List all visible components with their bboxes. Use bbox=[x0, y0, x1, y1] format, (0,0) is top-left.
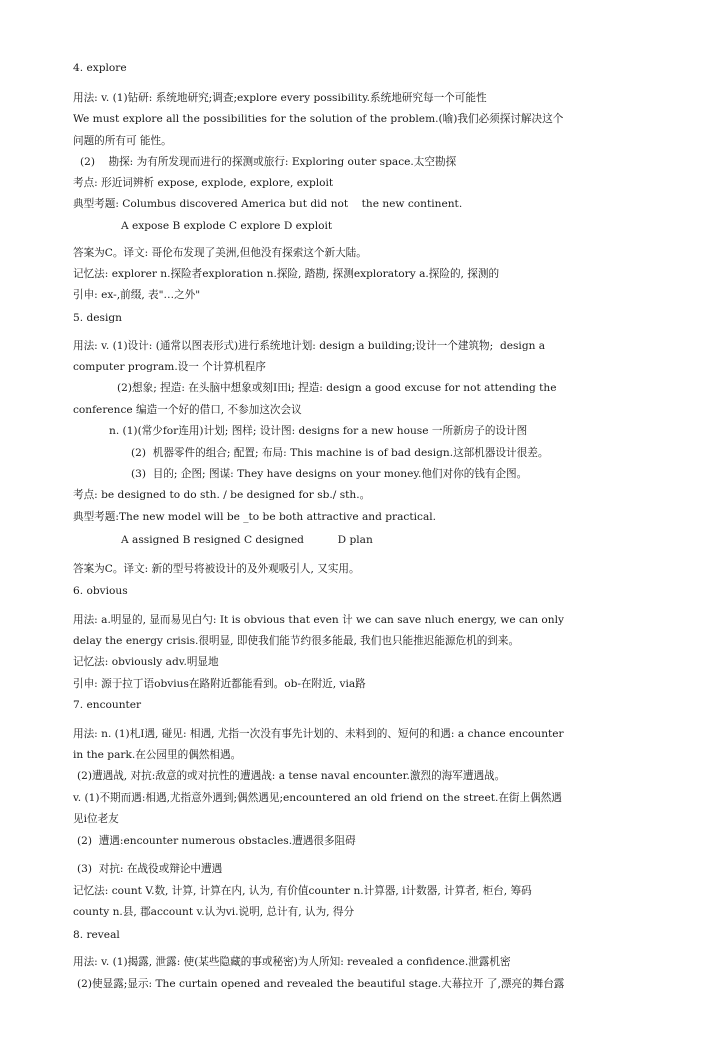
text-line: in the park.在公园里的偶然相遇。 bbox=[73, 749, 242, 761]
answer-options: A assigned B resigned C designed D plan bbox=[121, 534, 373, 546]
text-line: county n.县, 郡account v.认为vi.说明, 总计有, 认为, 得分 bbox=[73, 906, 355, 918]
text-line: 引申: ex-,前缀, 表"…之外" bbox=[73, 289, 201, 301]
text-line: 引申: 源于拉丁语obvius在路附近都能看到。ob-在附近, via路 bbox=[73, 678, 366, 690]
text-line: (2)遭遇战, 对抗:敌意的或对抗性的遭遇战: a tense naval encounter.激烈的海军遭遇战。 bbox=[77, 770, 506, 782]
text-line: 答案为C。译文: 新的型号将被设计的及外观吸引人, 又实用。 bbox=[73, 563, 360, 575]
text-line: 典型考题:The new model will be _to be both attractive and practical. bbox=[73, 511, 437, 523]
heading-explore: 4. explore bbox=[73, 62, 127, 74]
text-line: delay the energy crisis.很明显, 即使我们能节约很多能最, 我们也只能推迟能源危机的到来。 bbox=[73, 635, 520, 647]
text-line: 考点: 形近词辨析 expose, explode, explore, exploit bbox=[73, 177, 334, 189]
text-line: (2) 遭遇:encounter numerous obstacles.遭遇很多阻碍 bbox=[77, 835, 356, 847]
text-line: (2)想象; 捏造: 在头脑中想象或刻I田i; 捏造: design a good excuse for not attending the bbox=[117, 382, 557, 394]
text-line: We must explore all the possibilities for the solution of the problem.(喻)我们必须探讨解决这个 bbox=[73, 113, 564, 125]
text-line: 用法: v. (1)揭露, 泄露: 使(某些隐藏的事或秘密)为人所知: revealed a confidence.泄露机密 bbox=[73, 956, 511, 968]
text-line: (3) 对抗: 在战役或辩论中遭遇 bbox=[77, 863, 223, 875]
text-line: computer program.设一 个计算机程序 bbox=[73, 361, 266, 373]
text-line: 用法: v. (1)钻研: 系统地研究;调查;explore every possibility.系统地研究每一个可能性 bbox=[73, 92, 487, 104]
text-line: n. (1)(常少for连用)计划; 图样; 设计图: designs for a new house 一所新房子的设计图 bbox=[109, 425, 528, 437]
text-line: (3) 目的; 企图; 图谋: They have designs on your money.他们对你的钱有企图。 bbox=[131, 468, 528, 480]
text-line: (2) 勘探: 为有所发现而进行的探测或旅行: Exploring outer space.太空勘探 bbox=[80, 156, 457, 168]
heading-design: 5. design bbox=[73, 312, 122, 324]
text-line: (2)使显露;显示: The curtain opened and revealed the beautiful stage.大幕拉开 了,漂亮的舞台露 bbox=[77, 978, 565, 990]
text-line: 记忆法: count V.数, 计算, 计算在内, 认为, 有价值counter n.计算器, i计数器, 计算者, 柜台, 筹码 bbox=[73, 885, 532, 897]
heading-reveal: 8. reveal bbox=[73, 929, 120, 941]
text-line: 考点: be designed to do sth. / be designed for sb./ sth.。 bbox=[73, 489, 371, 501]
answer-options: A expose B explode C explore D exploit bbox=[121, 220, 333, 232]
text-line: 记忆法: obviously adv.明显地 bbox=[73, 656, 219, 668]
text-line: 用法: n. (1)札I遇, 碰见: 相遇, 尤指一次没有事先计划的、未料到的、短何的和遇: a chance encounter bbox=[73, 728, 564, 740]
text-line: (2) 机器零件的组合; 配置; 布局: This machine is of bad design.这部机器设计很差。 bbox=[131, 447, 549, 459]
text-line: conference 编造一个好的借口, 不参加这次会议 bbox=[73, 404, 302, 416]
text-line: 记忆法: explorer n.探险者exploration n.探险, 踏勘, 探测exploratory a.探险的, 探测的 bbox=[73, 268, 500, 280]
text-line: 答案为C。译文: 哥伦布发现了美洲,但他没有探索这个新大陆。 bbox=[73, 247, 367, 259]
heading-encounter: 7. encounter bbox=[73, 699, 142, 711]
text-line: 用法: a.明显的, 显而易见白勺: It is obvious that even 计 we can save nluch energy, we can only bbox=[73, 614, 564, 626]
text-line: v. (1)不期而遇:相遇,尤指意外遇到;偶然遇见;encountered an old friend on the street.在街上偶然遇 bbox=[73, 792, 562, 804]
text-line: 典型考题: Columbus discovered America but did not the new continent. bbox=[73, 198, 463, 210]
text-line: 见i位老友 bbox=[73, 813, 119, 825]
heading-obvious: 6. obvious bbox=[73, 585, 128, 597]
text-line: 问题的所有可 能性。 bbox=[73, 135, 172, 147]
text-line: 用法: v. (1)设计: (通常以图表形式)进行系统地计划: design a building;设计一个建筑物; design a bbox=[73, 340, 546, 352]
